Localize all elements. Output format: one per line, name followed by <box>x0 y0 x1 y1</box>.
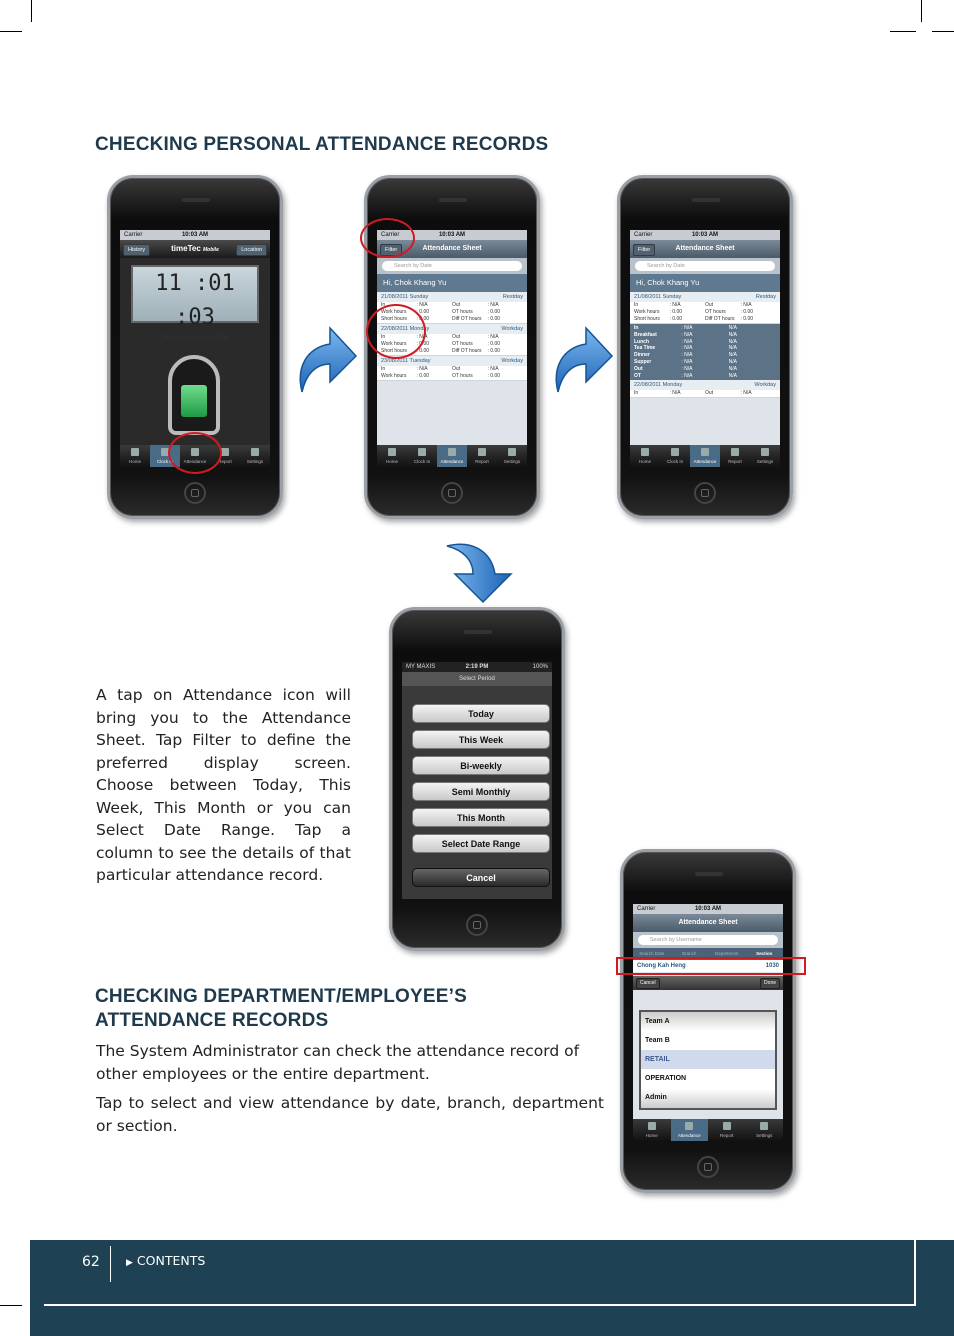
detail-value: : N/A <box>681 331 693 338</box>
carrier-label: Carrier <box>634 232 653 238</box>
detail-value: N/A <box>728 345 737 352</box>
detail-label: Breakfast <box>634 331 657 338</box>
nav-bar <box>120 240 270 258</box>
field-label: Out <box>452 334 461 340</box>
battery-label: 100% <box>532 664 548 670</box>
field-value: : 0.00 <box>669 316 683 322</box>
field-label: Out <box>452 302 461 308</box>
picker-option[interactable]: Admin <box>645 1094 667 1101</box>
record-row <box>630 390 780 397</box>
field-label: OT hours <box>452 373 473 379</box>
tab-attendance[interactable]: Attendance <box>180 445 210 467</box>
highlight-attendance-tab <box>168 432 222 474</box>
field-label: Short hours <box>381 348 407 354</box>
phone-speaker <box>439 198 467 202</box>
record-row <box>630 316 780 323</box>
location-button[interactable]: Location <box>236 244 267 256</box>
field-label: In <box>381 334 386 340</box>
picker-option[interactable]: OPERATION <box>645 1075 687 1082</box>
field-value: : N/A <box>487 334 499 340</box>
section-title-line: ATTENDANCE RECORDS <box>95 1010 329 1031</box>
field-label: Out <box>705 390 714 397</box>
field-label: Work hours <box>381 309 407 315</box>
home-button <box>466 914 488 936</box>
nav-bar <box>633 914 783 932</box>
status-bar <box>630 230 780 240</box>
tab-report[interactable]: Report <box>720 445 750 467</box>
fingerprint-scanner[interactable] <box>168 355 220 435</box>
detail-label: Supper <box>634 358 652 365</box>
field-label: OT hours <box>452 341 473 347</box>
field-value: : N/A <box>669 302 681 308</box>
section2-body: Tap to select and view attendance by date, branch, department or section. <box>96 1094 604 1135</box>
detail-row <box>634 325 776 332</box>
arrow-down-icon <box>443 538 521 606</box>
picker-option[interactable]: Team A <box>645 1018 670 1025</box>
field-value: : N/A <box>740 390 752 397</box>
tab-settings[interactable]: Settings <box>746 1119 784 1141</box>
record-row <box>630 309 780 316</box>
detail-value: : N/A <box>681 352 693 359</box>
clock-date: Tuesday, 23 August 2011 <box>161 335 229 341</box>
detail-value: N/A <box>728 331 737 338</box>
tab-settings[interactable]: Settings <box>750 445 780 467</box>
field-label: Short hours <box>634 316 660 322</box>
crop-mark <box>0 31 22 32</box>
detail-value: : N/A <box>681 345 693 352</box>
phone-speaker <box>464 630 492 634</box>
tab-home[interactable]: Home <box>633 1119 671 1141</box>
field-label: In <box>381 366 386 372</box>
phone-admin-sheet <box>620 849 796 1193</box>
tab-report[interactable]: Report <box>708 1119 746 1141</box>
field-value: : 0.00 <box>416 348 430 354</box>
detail-label: In <box>634 325 639 331</box>
tab-settings[interactable]: Settings <box>497 445 527 467</box>
phone-speaker <box>695 872 723 876</box>
footer-divider <box>110 1246 111 1282</box>
detail-value: N/A <box>728 365 737 372</box>
home-button <box>694 482 716 504</box>
record-status: Restday <box>755 294 776 300</box>
field-label: Diff OT hours <box>452 316 482 322</box>
picker-option-selected[interactable]: RETAIL <box>641 1050 775 1069</box>
select-period-screen <box>402 662 552 899</box>
field-value: : 0.00 <box>487 309 501 315</box>
record-date: 23/08/2011 Tuesday <box>381 358 431 364</box>
seg-section[interactable]: Section <box>756 951 773 956</box>
section-title-department <box>95 985 467 1033</box>
cancel-button[interactable]: Cancel <box>636 978 660 989</box>
crop-mark <box>890 31 916 32</box>
field-value: : N/A <box>740 302 752 308</box>
greeting: Hi, Chok Khang Yu <box>630 274 780 292</box>
page-number: 62 <box>82 1254 100 1270</box>
search-bar <box>630 258 780 274</box>
field-value: : 0.00 <box>740 309 754 315</box>
tab-home[interactable]: Home <box>630 445 660 467</box>
tab-bar <box>377 445 527 467</box>
highlight-segment-bar <box>616 957 806 975</box>
search-input[interactable]: Search by Date <box>635 261 775 271</box>
field-label: Short hours <box>381 316 407 322</box>
scanner-light <box>181 385 207 417</box>
detail-label: OT <box>634 372 641 379</box>
tab-attendance[interactable]: Attendance <box>671 1119 709 1141</box>
nav-title: Attendance Sheet <box>422 245 482 252</box>
field-value: : N/A <box>416 366 428 372</box>
tab-bar <box>633 1119 783 1141</box>
option-today[interactable]: Today <box>412 704 550 723</box>
field-label: In <box>381 302 386 308</box>
tab-settings[interactable]: Settings <box>240 445 270 467</box>
tab-clockin[interactable]: Clock In <box>150 445 180 467</box>
record-row <box>630 302 780 309</box>
detail-value: : N/A <box>681 365 693 372</box>
field-label: OT hours <box>705 309 726 315</box>
status-bar <box>120 230 270 240</box>
section1-body: A tap on Attendance icon will bring you to the Attendance Sheet. Tap Filter to define the preferred display screen. Choose between Today, This Week, This Month or you can Select Date Range. Tap a column to see the details of that particular attendance record. <box>96 686 351 884</box>
picker-option[interactable]: Team B <box>645 1037 670 1044</box>
record-header <box>377 292 527 302</box>
field-label: Diff OT hours <box>452 348 482 354</box>
detail-row <box>634 352 776 359</box>
detail-label: Tea Time <box>634 345 656 352</box>
section-picker[interactable] <box>639 1010 777 1110</box>
search-input[interactable]: Search by Date <box>382 261 522 271</box>
cancel-button[interactable]: Cancel <box>412 868 550 887</box>
field-label: Work hours <box>381 341 407 347</box>
picker-title: Select Period <box>402 672 552 686</box>
footer-frame <box>44 1240 916 1306</box>
detail-row <box>634 339 776 346</box>
tab-report[interactable]: Report <box>467 445 497 467</box>
arrow-right-icon <box>292 318 360 396</box>
section-title-personal: CHECKING PERSONAL ATTENDANCE RECORDS <box>95 134 549 155</box>
section2-body: The System Administrator can check the attendance record of other employees or the entire department. <box>96 1042 580 1083</box>
attendance-record[interactable] <box>630 380 780 398</box>
record-status: Workday <box>501 358 523 364</box>
field-label: Out <box>705 302 714 308</box>
phone-speaker <box>692 198 720 202</box>
history-button[interactable]: History <box>123 244 150 256</box>
detail-value: N/A <box>728 372 737 379</box>
field-value: : 0.00 <box>416 373 430 379</box>
contents-link[interactable] <box>126 1253 205 1268</box>
crop-mark <box>0 1305 22 1306</box>
field-label: OT hours <box>452 309 473 315</box>
record-date: 22/08/2011 Monday <box>634 382 683 389</box>
field-value: : N/A <box>487 366 499 372</box>
employee-name: Chong Kah Heng <box>637 963 686 969</box>
carrier-label: Carrier <box>637 906 656 912</box>
detail-row <box>634 366 776 373</box>
detail-value: N/A <box>728 338 737 345</box>
detail-row <box>634 359 776 366</box>
detail-label: Lunch <box>634 338 649 345</box>
carrier-label: Carrier <box>124 232 143 238</box>
status-time: 10:03 AM <box>438 232 466 238</box>
record-header <box>630 380 780 390</box>
home-button <box>184 482 206 504</box>
clock-display <box>131 265 259 341</box>
detail-value: : N/A <box>681 338 693 345</box>
field-value: : 0.00 <box>416 309 430 315</box>
carrier-label: Carrier <box>381 232 400 238</box>
employee-number: 1030 <box>765 963 779 969</box>
home-button <box>697 1156 719 1178</box>
status-time: 10:03 AM <box>181 232 209 238</box>
arrow-right-icon <box>548 318 616 396</box>
field-value: : 0.00 <box>487 341 501 347</box>
logo-text: timeTec <box>171 244 201 253</box>
detail-value: N/A <box>728 352 737 359</box>
greeting: Hi, Chok Khang Yu <box>377 274 527 292</box>
filter-button[interactable]: Filter <box>633 244 655 256</box>
status-time: 10:03 AM <box>694 906 722 912</box>
field-value: : 0.00 <box>416 316 430 322</box>
crop-mark <box>31 0 32 22</box>
seg-department[interactable]: Department <box>714 951 739 956</box>
record-status: Workday <box>754 382 776 389</box>
field-value: : 0.00 <box>487 373 501 379</box>
seg-branch[interactable]: Branch <box>682 951 697 956</box>
nav-title: Attendance Sheet <box>678 919 738 926</box>
field-value: : 0.00 <box>416 341 430 347</box>
field-value: : 0.00 <box>487 316 501 322</box>
done-button[interactable]: Done <box>760 978 780 989</box>
record-header <box>630 292 780 302</box>
detail-value: : N/A <box>681 325 693 331</box>
field-value: : N/A <box>487 302 499 308</box>
option-this-month[interactable]: This Month <box>412 808 550 827</box>
tab-report[interactable]: Report <box>210 445 240 467</box>
tab-clockin[interactable]: Clock In <box>660 445 690 467</box>
picker-toolbar <box>633 976 783 990</box>
field-label: Work hours <box>634 309 660 315</box>
detail-value: N/A <box>728 358 737 365</box>
logo-sub: Mobile <box>203 247 219 253</box>
detail-row <box>634 373 776 380</box>
tab-attendance[interactable]: Attendance <box>690 445 720 467</box>
field-label: Out <box>452 366 461 372</box>
home-button <box>441 482 463 504</box>
tab-bar <box>630 445 780 467</box>
status-bar <box>633 904 783 914</box>
field-label: Diff OT hours <box>705 316 735 322</box>
record-status: Restday <box>502 294 523 300</box>
record-row <box>377 373 527 380</box>
status-time: 2:19 PM <box>465 664 489 670</box>
crop-mark <box>932 31 954 32</box>
admin-sheet-screen <box>633 904 783 1141</box>
record-date: 22/08/2011 Monday <box>381 326 430 332</box>
status-bar <box>402 662 552 672</box>
record-detail-screen <box>630 230 780 467</box>
field-value: : N/A <box>669 390 681 397</box>
carrier-label: MY MAXIS <box>406 664 436 670</box>
status-time: 10:03 AM <box>691 232 719 238</box>
tab-attendance[interactable]: Attendance <box>437 445 467 467</box>
field-value: : N/A <box>416 302 428 308</box>
detail-value: : N/A <box>681 358 693 365</box>
caret-right-icon: ▶ <box>126 1258 133 1268</box>
search-bar <box>633 932 783 948</box>
attendance-record[interactable] <box>377 356 527 381</box>
crop-mark <box>921 0 922 22</box>
tab-home[interactable]: Home <box>377 445 407 467</box>
nav-bar <box>630 240 780 258</box>
record-date: 21/08/2011 Sunday <box>381 294 429 300</box>
search-input[interactable]: Search by Username <box>638 935 778 945</box>
attendance-record[interactable] <box>630 292 780 324</box>
tab-home[interactable]: Home <box>120 445 150 467</box>
tab-clockin[interactable]: Clock In <box>407 445 437 467</box>
footer-bar <box>30 1240 954 1336</box>
field-label: In <box>634 302 639 308</box>
field-value: : 0.00 <box>740 316 754 322</box>
option-this-week[interactable]: This Week <box>412 730 550 749</box>
field-label: Work hours <box>381 373 407 379</box>
nav-title: Attendance Sheet <box>675 245 735 252</box>
highlight-record <box>366 304 426 359</box>
detail-value: N/A <box>728 325 737 331</box>
record-detail-panel <box>630 324 780 380</box>
detail-row <box>634 332 776 339</box>
phone-record-detail <box>617 175 793 519</box>
field-label: In <box>634 390 639 397</box>
field-value: : 0.00 <box>487 348 501 354</box>
detail-label: Dinner <box>634 352 650 359</box>
detail-row <box>634 345 776 352</box>
filter-button[interactable]: Filter <box>380 244 402 256</box>
clock-time: 11 :01 :03 <box>155 271 235 330</box>
field-value: : 0.00 <box>669 309 683 315</box>
contents-label: CONTENTS <box>136 1253 206 1268</box>
highlight-filter-button <box>360 218 415 258</box>
record-status: Workday <box>501 326 523 332</box>
seg-search-date[interactable]: Search Date <box>639 951 665 956</box>
option-select-date-range[interactable]: Select Date Range <box>412 834 550 853</box>
option-semi-monthly[interactable]: Semi Monthly <box>412 782 550 801</box>
option-bi-weekly[interactable]: Bi-weekly <box>412 756 550 775</box>
phone-speaker <box>182 198 210 202</box>
record-date: 21/08/2011 Sunday <box>634 294 682 300</box>
detail-label: Out <box>634 365 643 372</box>
search-bar <box>377 258 527 274</box>
record-row <box>377 366 527 373</box>
field-value: : N/A <box>416 334 428 340</box>
phone-select-period <box>389 607 565 951</box>
detail-value: : N/A <box>681 372 693 379</box>
section-title-line: CHECKING DEPARTMENT/EMPLOYEE’S <box>95 986 467 1007</box>
